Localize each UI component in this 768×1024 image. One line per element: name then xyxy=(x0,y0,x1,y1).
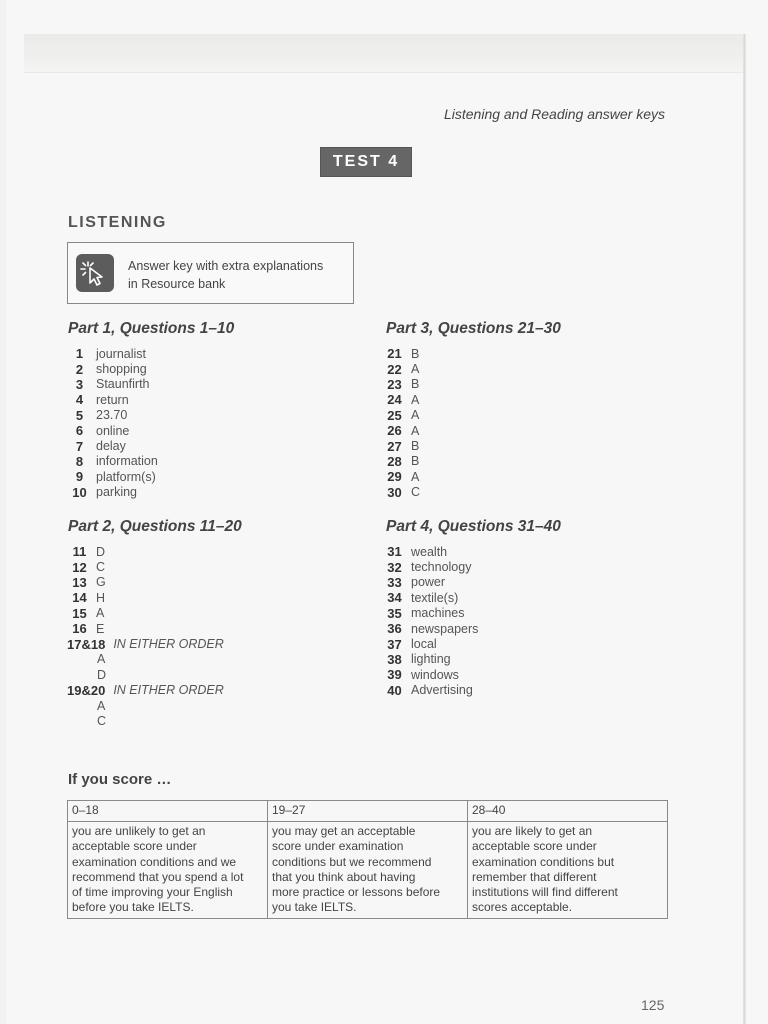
running-head: Listening and Reading answer keys xyxy=(443,106,665,122)
advice-line: institutions will find different xyxy=(472,885,618,900)
resource-line-2: in Resource bank xyxy=(128,277,226,291)
advice-line: acceptable score under xyxy=(472,839,597,854)
question-number: 34 xyxy=(387,590,402,606)
answer-row xyxy=(63,590,224,605)
answer-row xyxy=(63,392,158,407)
question-number: 35 xyxy=(387,605,402,621)
answer-text: D xyxy=(97,667,107,682)
resource-bank-text xyxy=(128,257,350,293)
part-3-heading: Part 3, Questions 21–30 xyxy=(386,320,561,337)
answer-text: B xyxy=(411,377,420,392)
answer-row xyxy=(63,559,224,574)
question-number: 25 xyxy=(387,407,402,423)
score-range: 28–40 xyxy=(468,801,668,822)
answer-row xyxy=(378,454,420,469)
answer-text: Staunfirth xyxy=(96,377,150,392)
advice-line: conditions but we recommend xyxy=(272,854,432,869)
answer-row xyxy=(378,590,478,605)
answer-row xyxy=(378,438,420,453)
question-number: 31 xyxy=(387,544,402,560)
question-number: 37 xyxy=(387,636,402,652)
score-table xyxy=(67,800,668,919)
answer-row xyxy=(378,636,478,651)
question-number: 2 xyxy=(75,361,84,377)
answer-row xyxy=(63,544,224,559)
resource-bank-box xyxy=(67,242,354,304)
page-number: 125 xyxy=(641,997,665,1013)
question-number: 3 xyxy=(75,376,84,392)
advice-line: of time improving your English xyxy=(72,885,233,900)
part-1-answers xyxy=(63,346,158,500)
part-3-answers xyxy=(378,346,420,500)
advice-line: you may get an acceptable xyxy=(272,824,416,838)
answer-text: H xyxy=(96,590,106,605)
question-number: 23 xyxy=(387,376,402,392)
part-4-heading: Part 4, Questions 31–40 xyxy=(386,518,561,535)
answer-row xyxy=(378,606,478,621)
answer-row xyxy=(63,469,158,484)
answer-text: online xyxy=(96,423,130,438)
answer-note: IN EITHER ORDER xyxy=(113,637,224,652)
answer-note: IN EITHER ORDER xyxy=(113,683,224,698)
question-number: 12 xyxy=(72,559,87,575)
score-range: 0–18 xyxy=(68,801,268,822)
answer-text: local xyxy=(411,637,437,652)
answer-text: return xyxy=(96,392,129,407)
answer-row xyxy=(378,575,478,590)
question-number: 22 xyxy=(387,361,402,377)
question-number: 14 xyxy=(72,590,87,606)
answer-text: wealth xyxy=(411,544,448,559)
answer-text: G xyxy=(96,575,106,590)
question-number: 15 xyxy=(72,605,87,621)
advice-line: more practice or lessons before xyxy=(272,885,441,900)
cursor-click-icon xyxy=(76,254,114,292)
question-number: 17&18 xyxy=(67,636,106,652)
question-number: 7 xyxy=(75,438,84,454)
answer-row xyxy=(63,377,158,392)
answer-row-grouped xyxy=(63,683,224,698)
answer-row xyxy=(378,485,420,500)
question-number: 5 xyxy=(75,407,84,423)
question-number: 9 xyxy=(75,469,84,485)
answer-text: C xyxy=(96,560,106,575)
answer-row xyxy=(378,621,478,636)
advice-line: that you think about having xyxy=(272,869,416,884)
question-number: 8 xyxy=(75,453,84,469)
answer-row xyxy=(63,606,224,621)
answer-text: shopping xyxy=(96,362,147,377)
answer-row xyxy=(63,438,158,453)
answer-row xyxy=(63,575,224,590)
answer-text: B xyxy=(411,439,420,454)
question-number: 26 xyxy=(387,423,402,439)
score-advice xyxy=(268,822,468,919)
scan-edge-right xyxy=(743,34,746,1024)
answer-row xyxy=(378,652,478,667)
part-1-heading: Part 1, Questions 1–10 xyxy=(68,320,235,337)
answer-row-grouped xyxy=(63,636,224,651)
answer-text: A xyxy=(97,698,106,713)
question-number: 40 xyxy=(387,682,402,698)
answer-row xyxy=(378,392,420,407)
part-4-answers xyxy=(378,544,478,698)
advice-line: score under examination xyxy=(272,839,404,854)
answer-text: machines xyxy=(411,606,465,621)
answer-text: journalist xyxy=(96,346,147,361)
answer-text: A xyxy=(411,423,420,438)
answer-row xyxy=(63,621,224,636)
answer-row xyxy=(378,559,478,574)
answer-row xyxy=(378,544,478,559)
answer-row xyxy=(63,361,158,376)
answer-row xyxy=(378,469,420,484)
answer-text: lighting xyxy=(411,652,451,667)
answer-row xyxy=(63,423,158,438)
answer-row xyxy=(378,667,478,682)
answer-text: textile(s) xyxy=(411,590,459,605)
scan-header-band xyxy=(24,34,746,73)
answer-row xyxy=(63,408,158,423)
question-number: 36 xyxy=(387,621,402,637)
advice-line: acceptable score under xyxy=(72,839,197,854)
question-number: 24 xyxy=(387,392,402,408)
answer-text: A xyxy=(411,408,420,423)
part-2-heading: Part 2, Questions 11–20 xyxy=(68,518,242,535)
answer-text: B xyxy=(411,346,420,361)
test-badge: TEST 4 xyxy=(320,147,412,177)
question-number: 10 xyxy=(72,484,87,500)
question-number: 32 xyxy=(387,559,402,575)
resource-line-1: Answer key with extra explanations xyxy=(128,259,324,273)
advice-line: scores acceptable. xyxy=(472,900,573,915)
question-number: 39 xyxy=(387,667,402,683)
question-number: 27 xyxy=(387,438,402,454)
question-number: 30 xyxy=(387,484,402,500)
answer-text: technology xyxy=(411,560,472,575)
answer-text: C xyxy=(411,485,421,500)
advice-line: you take IELTS. xyxy=(272,900,357,915)
answer-text: A xyxy=(411,392,420,407)
answer-text: delay xyxy=(96,439,126,454)
answer-row xyxy=(378,423,420,438)
answer-text: D xyxy=(96,544,106,559)
question-number: 4 xyxy=(75,392,84,408)
answer-text: 23.70 xyxy=(96,408,128,423)
answer-row xyxy=(378,346,420,361)
answer-text: Advertising xyxy=(411,683,473,698)
answer-text: information xyxy=(96,454,158,469)
question-number: 1 xyxy=(75,346,84,362)
answer-text: A xyxy=(96,606,105,621)
answer-text: platform(s) xyxy=(96,469,156,484)
answer-row xyxy=(378,361,420,376)
question-number: 19&20 xyxy=(67,682,106,698)
question-number: 11 xyxy=(72,544,87,560)
answer-row xyxy=(63,346,158,361)
question-number: 28 xyxy=(387,453,402,469)
answer-row xyxy=(378,377,420,392)
answer-text: E xyxy=(96,621,105,636)
advice-line: you are unlikely to get an xyxy=(72,824,206,838)
answer-text: parking xyxy=(96,485,137,500)
scan-edge-left xyxy=(0,0,6,1024)
question-number: 6 xyxy=(75,423,84,439)
question-number: 21 xyxy=(387,346,402,362)
question-number: 29 xyxy=(387,469,402,485)
score-heading: If you score … xyxy=(68,771,172,788)
answer-row xyxy=(63,454,158,469)
answer-text: A xyxy=(97,652,106,667)
answer-text: power xyxy=(411,575,446,590)
advice-line: recommend that you spend a lot xyxy=(72,869,244,884)
answer-row xyxy=(378,408,420,423)
score-advice-row xyxy=(68,822,668,919)
answer-row xyxy=(378,683,478,698)
score-range: 19–27 xyxy=(268,801,468,822)
answer-text: newspapers xyxy=(411,621,479,636)
score-range-row xyxy=(68,801,668,822)
answer-text: A xyxy=(411,469,420,484)
advice-line: before you take IELTS. xyxy=(72,900,194,915)
part-2-answers xyxy=(63,544,224,729)
score-advice xyxy=(468,822,668,919)
question-number: 33 xyxy=(387,574,402,590)
score-advice xyxy=(68,822,268,919)
advice-line: remember that different xyxy=(472,869,597,884)
advice-line: examination conditions and we xyxy=(72,854,237,869)
question-number: 13 xyxy=(72,574,87,590)
answer-row xyxy=(63,485,158,500)
answer-text: windows xyxy=(411,667,459,682)
answer-text: B xyxy=(411,454,420,469)
question-number: 16 xyxy=(72,621,87,637)
answer-text: C xyxy=(97,713,107,728)
section-title: LISTENING xyxy=(68,214,167,231)
advice-line: you are likely to get an xyxy=(472,824,593,838)
advice-line: examination conditions but xyxy=(472,854,615,869)
answer-text: A xyxy=(411,362,420,377)
question-number: 38 xyxy=(387,651,402,667)
